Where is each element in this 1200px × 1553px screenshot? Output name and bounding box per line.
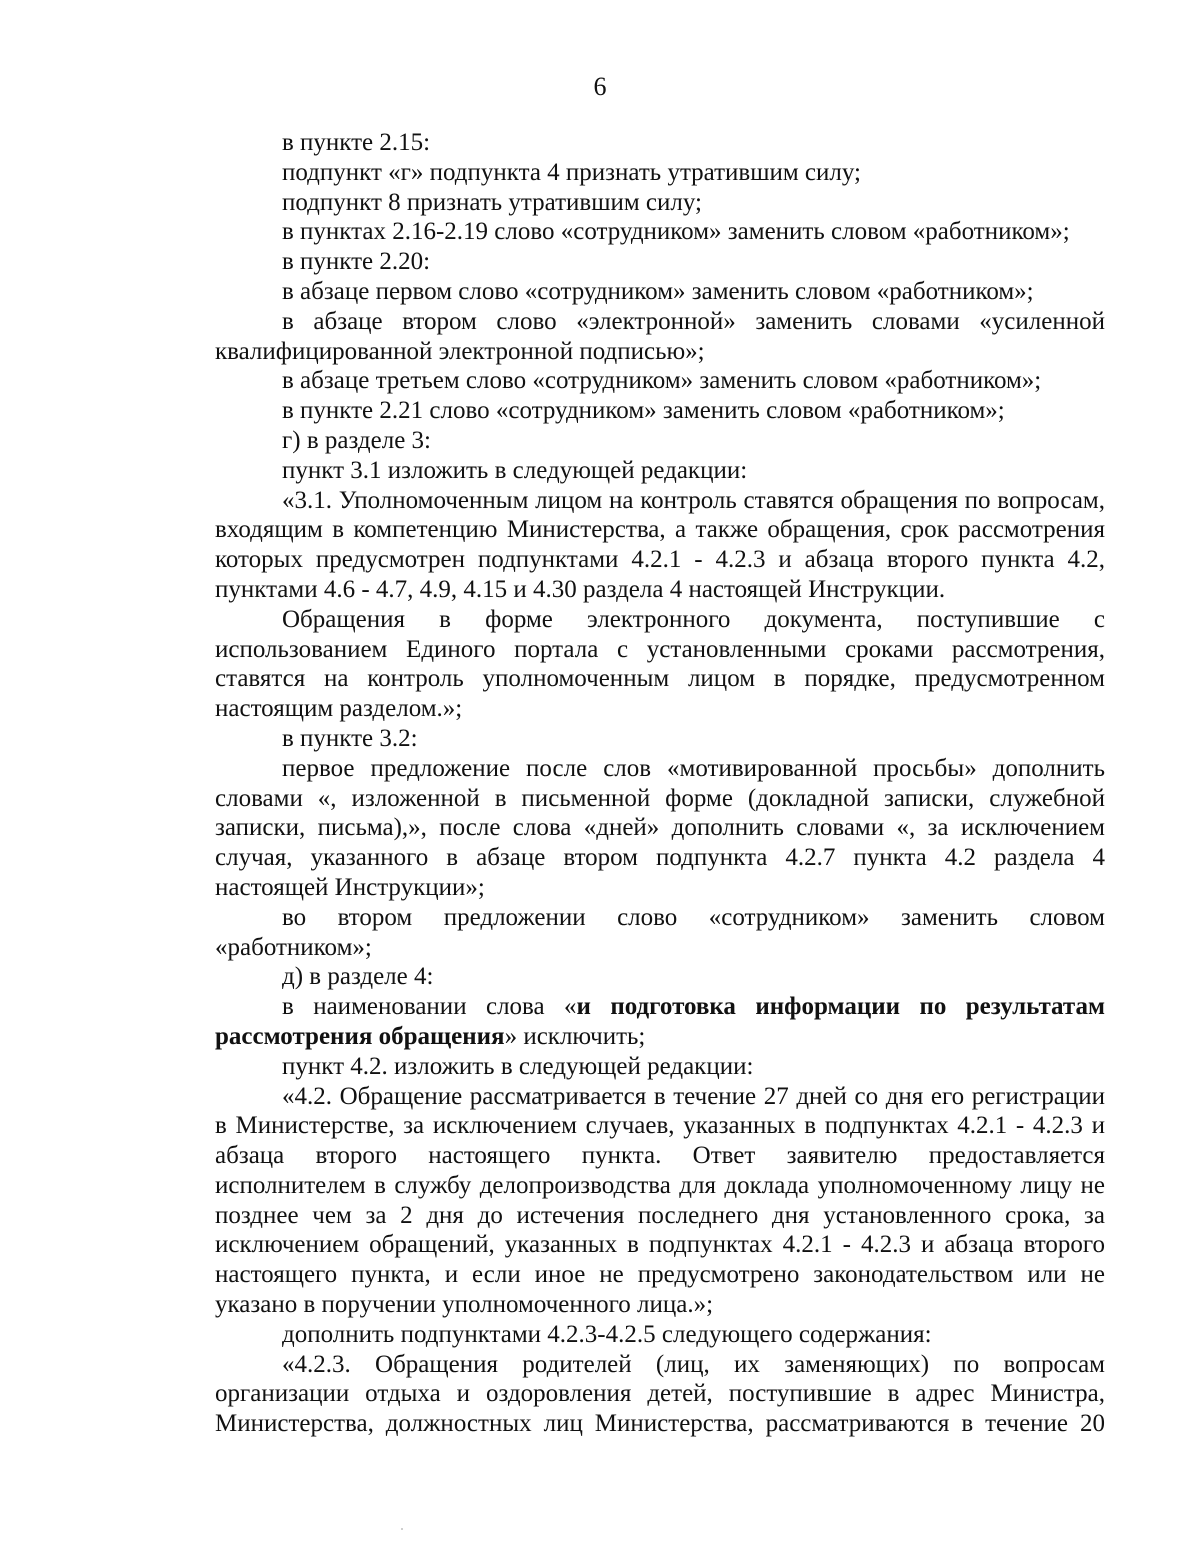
paragraph: первое предложение после слов «мотивированной просьбы» дополнить словами «, изложенной в письменной форме (докладной записки, служебной записки, письма),», после слова «дней» дополнить словами «, за исключением случая, указанного в абзаце втором подпункта 4.2.7 пункта 4.2 раздела 4 настоящей Инструкции»; (215, 754, 1105, 901)
scan-speck (401, 1528, 403, 1530)
paragraph: в абзаце третьем слово «сотрудником» заменить словом «работником»; (282, 367, 1042, 395)
page-number: 6 (593, 72, 607, 101)
paragraph: в пунктах 2.16-2.19 слово «сотрудником» заменить словом «работником»; (282, 218, 1070, 246)
paragraph-with-bold (215, 992, 1105, 1052)
paragraph: подпункт «г» подпункта 4 признать утратившим силу; (282, 158, 862, 186)
paragraph: «4.2.3. Обращения родителей (лиц, их заменяющих) по вопросам организации отдыха и оздоровления детей, поступившие в адрес Министра, Министерства, должностных лиц Министерства, рассматриваются в течение 20 (215, 1350, 1105, 1438)
paragraph: в пункте 2.21 слово «сотрудником» заменить словом «работником»; (282, 397, 1005, 425)
paragraph-text: в наименовании слова « (282, 993, 577, 1021)
paragraph: подпункт 8 признать утратившим силу; (282, 188, 702, 216)
paragraph-text: » исключить; (504, 1022, 646, 1050)
paragraph: г) в разделе 3: (282, 426, 431, 454)
paragraph: в абзаце втором слово «электронной» заменить словами «усиленной квалифицированной электронной подписью»; (215, 307, 1105, 365)
paragraph: пункт 3.1 изложить в следующей редакции: (282, 456, 748, 484)
paragraph: в пункте 2.15: (282, 129, 431, 156)
paragraph: Обращения в форме электронного документа, поступившие с использованием Единого портала с установленными сроками рассмотрения, ставятся на контроль уполномоченным лицом в порядке, предусмотренном настоящим разделом.»; (215, 605, 1105, 723)
paragraph: «3.1. Уполномоченным лицом на контроль ставятся обращения по вопросам, входящим в компетенцию Министерства, а также обращения, срок рассмотрения которых предусмотрен подпунктами 4.2.1 - 4.2.3 и абзаца второго пункта 4.2, пунктами 4.6 - 4.7, 4.9, 4.15 и 4.30 раздела 4 настоящей Инструкции. (215, 486, 1105, 603)
paragraph: во втором предложении слово «сотрудником» заменить словом «работником»; (215, 903, 1105, 961)
bold-text: и подготовка информации по результатам рассмотрения обращения (215, 993, 1105, 1050)
paragraph: в абзаце первом слово «сотрудником» заменить словом «работником»; (282, 277, 1034, 305)
paragraph: дополнить подпунктами 4.2.3-4.2.5 следующего содержания: (282, 1320, 932, 1348)
document-body (215, 128, 1105, 1439)
paragraph: пункт 4.2. изложить в следующей редакции: (282, 1052, 754, 1080)
paragraph: в пункте 3.2: (282, 724, 418, 752)
paragraph: в пункте 2.20: (282, 248, 431, 276)
paragraph: «4.2. Обращение рассматривается в течение 27 дней со дня его регистрации в Министерстве, за исключением случаев, указанных в подпунктах 4.2.1 - 4.2.3 и абзаца второго настоящего пункта. Ответ заявителю предоставляется исполнителем в службу делопроизводства для доклада уполномоченному лицу не позднее чем за 2 дня до истечения последнего дня установленного срока, за исключением обращений, указанных в подпунктах 4.2.1 - 4.2.3 и абзаца второго настоящего пункта, и если иное не предусмотрено законодательством или не указано в поручении уполномоченного лица.»; (215, 1082, 1105, 1319)
paragraph: д) в разделе 4: (282, 963, 434, 991)
